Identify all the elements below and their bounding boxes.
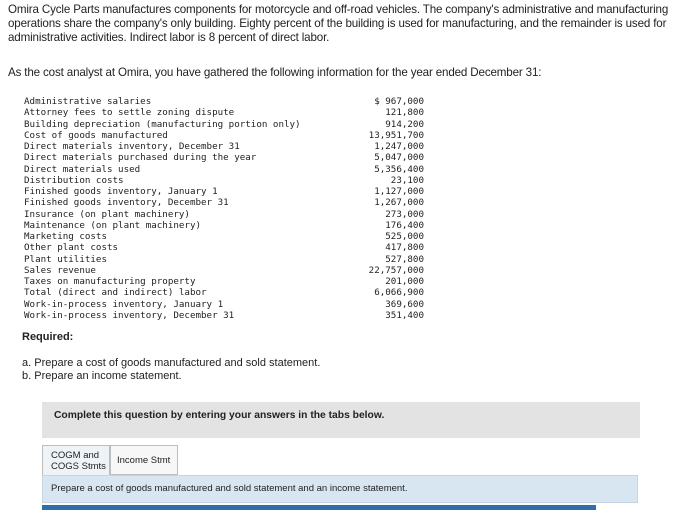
- cost-label: Finished goods inventory, January 1: [24, 186, 218, 197]
- cost-row: [24, 96, 424, 107]
- cost-value: 13,951,700: [368, 129, 424, 141]
- progress-bar: [42, 505, 596, 510]
- cost-label: Other plant costs: [24, 242, 119, 254]
- cost-value: $ 967,000: [374, 96, 424, 107]
- cost-value: 914,200: [385, 118, 424, 130]
- tab-panel: [42, 475, 638, 503]
- cost-value: 6,066,900: [374, 287, 424, 299]
- cost-label: Direct materials purchased during the year: [24, 152, 257, 164]
- cost-row: [24, 254, 424, 265]
- cost-label: Distribution costs: [24, 174, 124, 186]
- cost-row: [24, 107, 424, 118]
- cost-row: [24, 231, 424, 242]
- cost-value: 417,800: [385, 242, 424, 254]
- cost-label: Attorney fees to settle zoning dispute: [24, 107, 235, 119]
- cost-label: Work-in-process inventory, January 1: [24, 298, 224, 310]
- cost-value: 369,600: [385, 298, 424, 310]
- instructions-box: [42, 402, 640, 438]
- intro-line-2: operations share the company's only building. Eighty percent of the building is used for manufacturing, and the remainder is used for: [8, 17, 667, 30]
- cost-row: [24, 276, 424, 287]
- cost-label: Taxes on manufacturing property: [24, 276, 196, 287]
- panel-text: Prepare a cost of goods manufactured and sold statement and an income statement.: [51, 483, 408, 494]
- tab-cogm-cogs-line2: COGS Stmts: [51, 461, 106, 472]
- cost-row: [24, 197, 424, 208]
- cost-label: Direct materials used: [24, 163, 141, 175]
- cost-label: Administrative salaries: [24, 96, 152, 107]
- cost-value: 201,000: [385, 276, 424, 287]
- cost-value: 527,800: [385, 253, 424, 265]
- cost-row: [24, 242, 424, 253]
- cost-value: 5,047,000: [374, 152, 424, 164]
- cost-row: [24, 152, 424, 163]
- cost-row: [24, 186, 424, 197]
- cost-row: [24, 299, 424, 310]
- cost-label: Finished goods inventory, December 31: [24, 197, 229, 209]
- cost-label: Sales revenue: [24, 264, 96, 276]
- cost-label: Plant utilities: [24, 253, 107, 265]
- cost-value: 1,267,000: [374, 197, 424, 209]
- cost-value: 273,000: [385, 208, 424, 220]
- tab-income-stmt-label: Income Stmt: [117, 454, 171, 466]
- cost-label: Total (direct and indirect) labor: [24, 287, 207, 299]
- cost-value: 176,400: [385, 219, 424, 231]
- cost-row: [24, 164, 424, 175]
- cost-value: 121,800: [385, 107, 424, 119]
- requirement-b: b. Prepare an income statement.: [22, 369, 182, 382]
- cost-value: 525,000: [385, 231, 424, 242]
- cost-value: 22,757,000: [368, 264, 424, 276]
- cost-label: Maintenance (on plant machinery): [24, 219, 202, 231]
- tab-cogm-cogs-line1: COGM and: [51, 450, 100, 461]
- cost-label: Direct materials inventory, December 31: [24, 141, 240, 152]
- cost-data-table: [24, 96, 424, 321]
- intro-line-3: administrative activities. Indirect labor is 8 percent of direct labor.: [8, 31, 330, 44]
- cost-value: 1,127,000: [374, 186, 424, 197]
- cost-row: [24, 287, 424, 298]
- tab-cogm-cogs-label: [51, 450, 106, 472]
- cost-row: [24, 220, 424, 231]
- cost-label: Cost of goods manufactured: [24, 129, 168, 141]
- cost-label: Building depreciation (manufacturing portion only): [24, 118, 301, 130]
- cost-row: [24, 310, 424, 321]
- cost-label: Marketing costs: [24, 231, 107, 242]
- problem-intro: [8, 3, 696, 45]
- cost-row: [24, 175, 424, 186]
- cost-value: 23,100: [390, 174, 424, 186]
- requirement-a: a. Prepare a cost of goods manufactured and sold statement.: [22, 357, 321, 369]
- cost-value: 1,247,000: [374, 141, 424, 152]
- cost-row: [24, 119, 424, 130]
- cost-row: [24, 209, 424, 220]
- cost-value: 5,356,400: [374, 163, 424, 175]
- cost-row: [24, 265, 424, 276]
- intro-line-1: Omira Cycle Parts manufactures components for motorcycle and off-road vehicles. The company's administrative and manufacturing: [8, 3, 669, 16]
- cost-label: Insurance (on plant machinery): [24, 208, 190, 220]
- requirements-list: [22, 357, 320, 382]
- cost-row: [24, 130, 424, 141]
- required-heading: Required:: [22, 331, 74, 343]
- cost-label: Work-in-process inventory, December 31: [24, 309, 235, 321]
- cost-value: 351,400: [385, 309, 424, 321]
- tab-income-stmt[interactable]: [110, 445, 178, 475]
- instructions-text: Complete this question by entering your answers in the tabs below.: [54, 410, 385, 421]
- cost-row: [24, 141, 424, 152]
- tab-cogm-cogs[interactable]: [42, 445, 110, 476]
- analyst-text: As the cost analyst at Omira, you have gathered the following information for the year ended December 31:: [8, 66, 542, 79]
